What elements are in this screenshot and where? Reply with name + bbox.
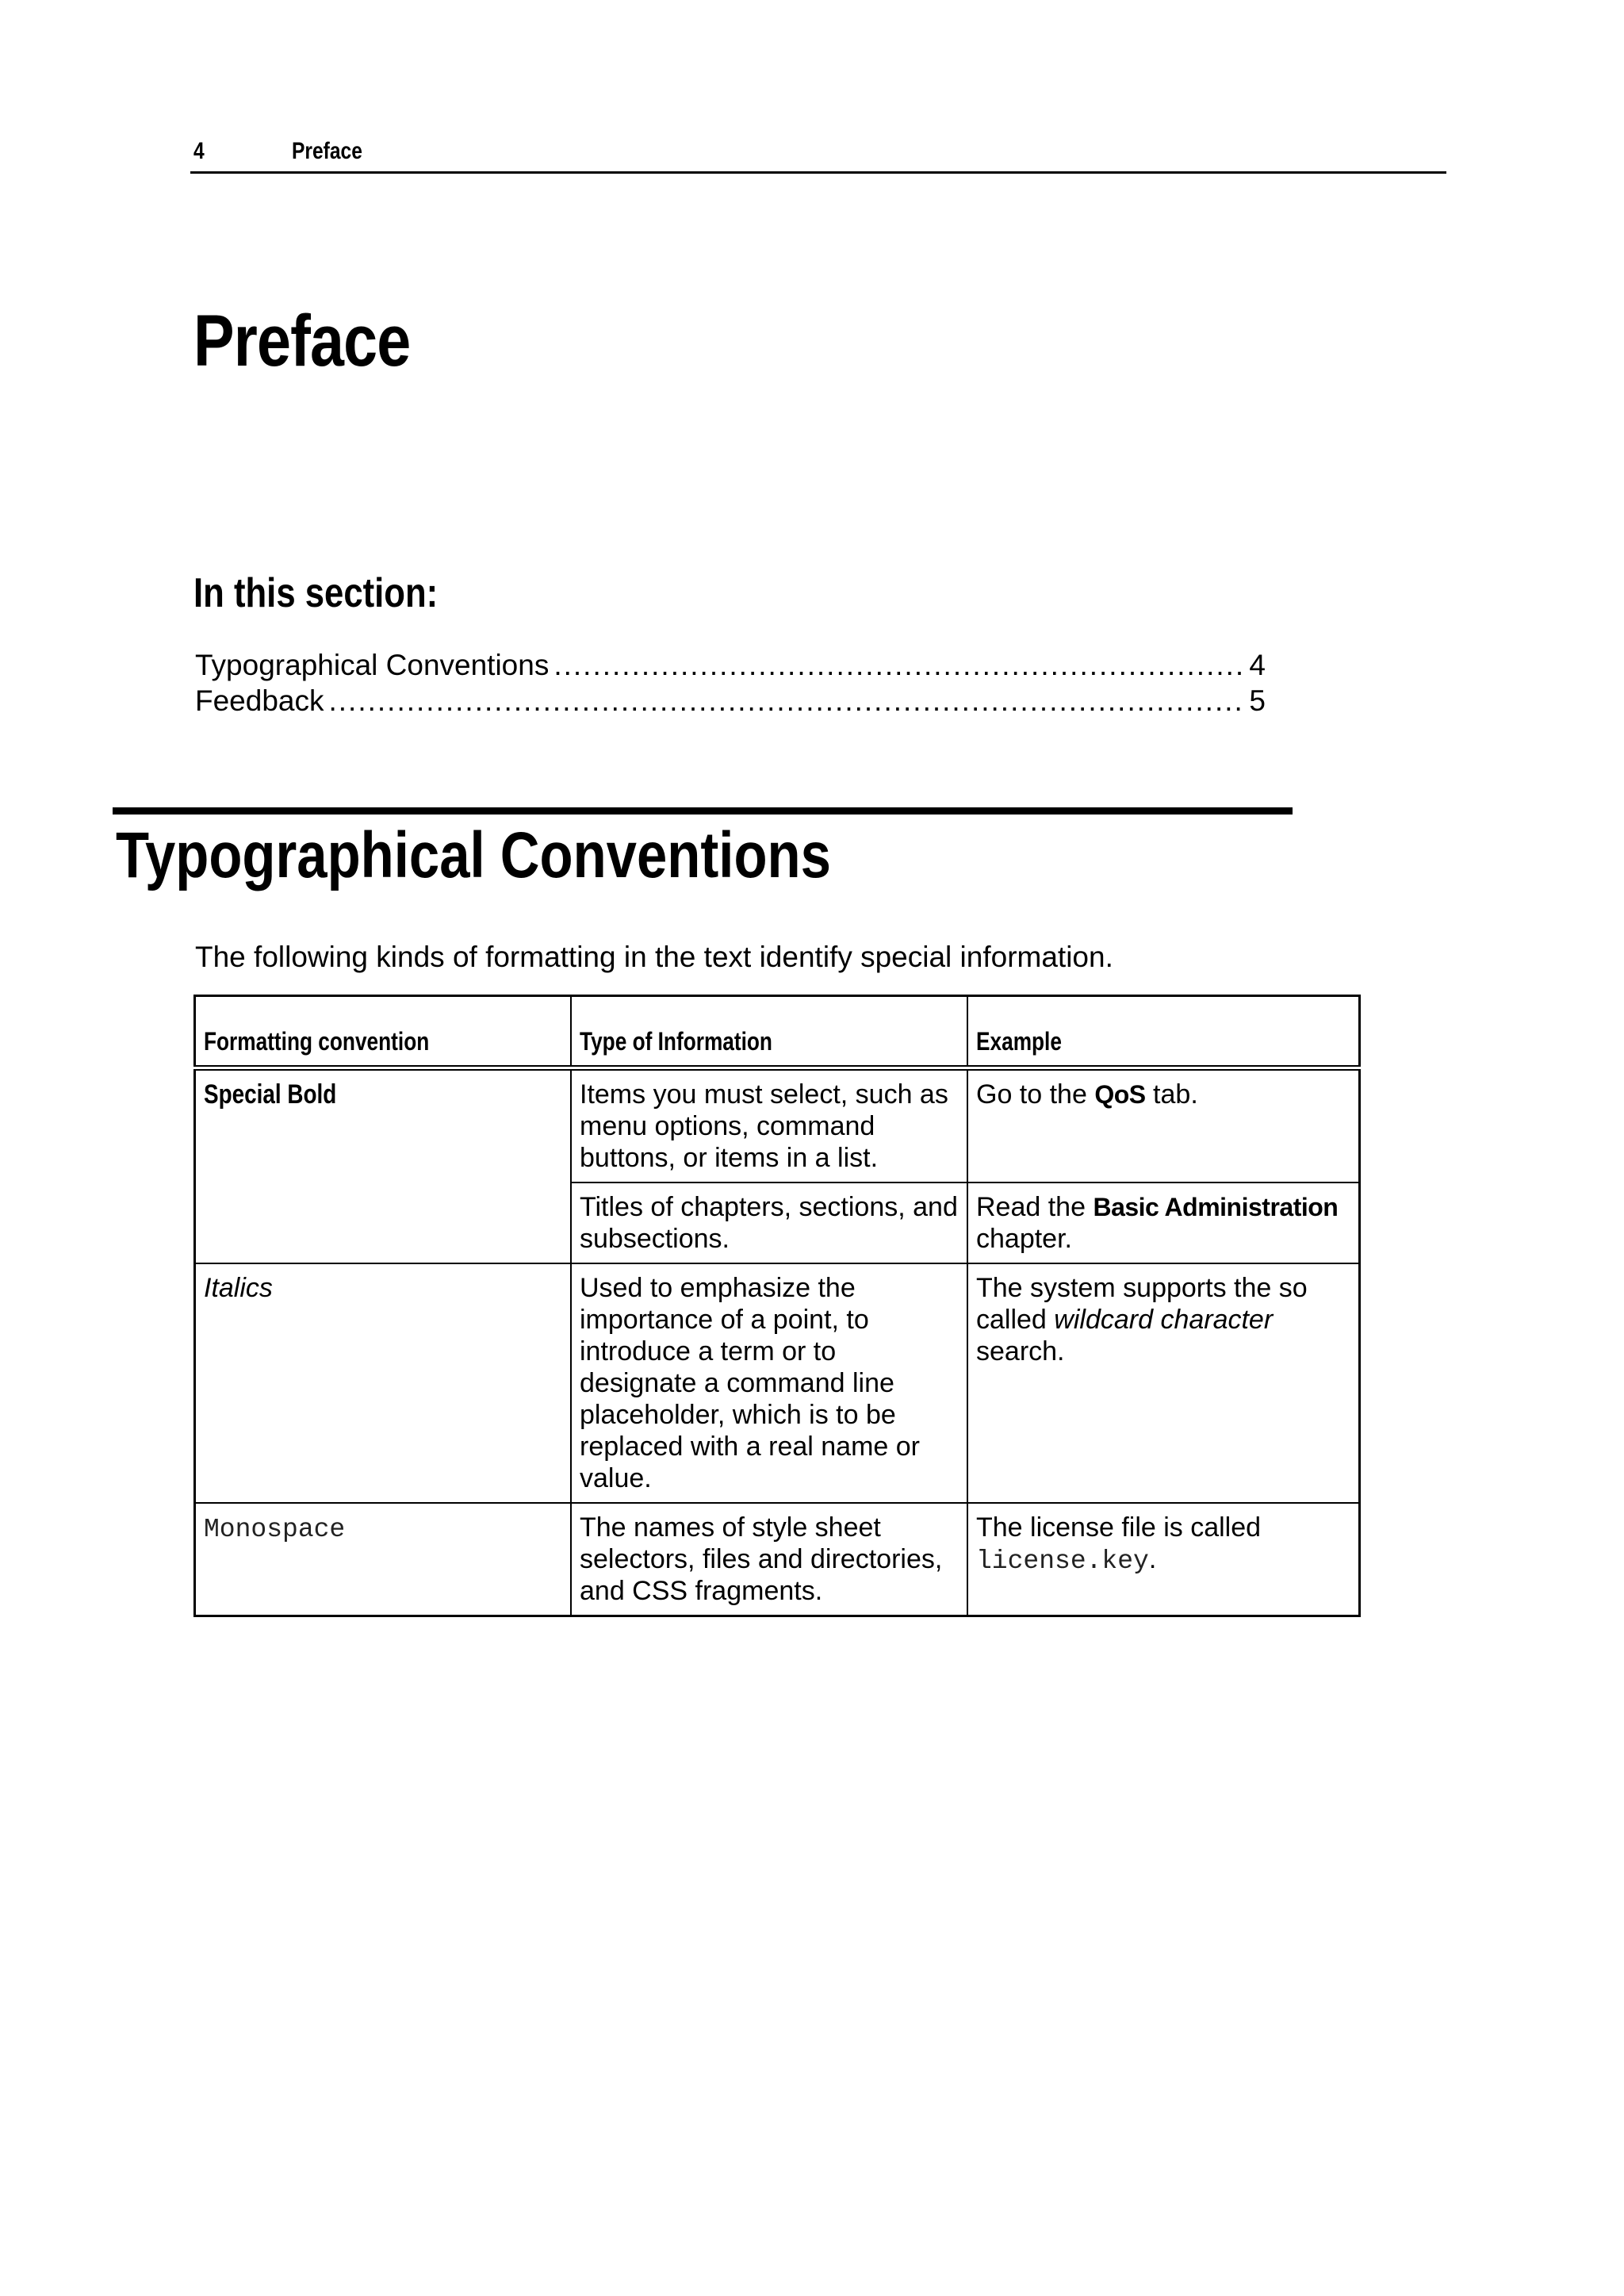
example-cell: Read the Basic Administration chapter. [967, 1182, 1360, 1263]
table-row [195, 1068, 1360, 1183]
type-cell: Used to emphasize the importance of a point, to introduce a term or to designate a command line placeholder, which is to be replaced with a real name or value. [571, 1263, 967, 1503]
convention-monospace: Monospace [204, 1515, 346, 1544]
convention-cell [195, 1068, 572, 1264]
table-row [195, 1263, 1360, 1503]
convention-cell [195, 1263, 572, 1503]
toc-entry-page: 4 [1249, 649, 1266, 681]
conventions-table [193, 995, 1361, 1617]
section-title: Typographical Conventions [116, 819, 831, 891]
table-header-cell: Type of Information [571, 996, 967, 1068]
in-this-section-heading: In this section: [193, 570, 439, 616]
table-header-cell: Formatting convention [195, 996, 572, 1068]
type-cell: Titles of chapters, sections, and subsections. [571, 1182, 967, 1263]
type-cell: Items you must select, such as menu options, command buttons, or items in a list. [571, 1068, 967, 1183]
convention-cell [195, 1503, 572, 1616]
toc-leader-dots [553, 649, 1244, 682]
chapter-title: Preface [193, 301, 411, 381]
toc-entry-page: 5 [1249, 684, 1266, 717]
table-header-cell: Example [967, 996, 1360, 1068]
convention-italics: Italics [204, 1273, 273, 1303]
table-header-row [195, 996, 1360, 1068]
type-cell: The names of style sheet selectors, files and directories, and CSS fragments. [571, 1503, 967, 1616]
convention-special-bold: Special Bold [204, 1079, 337, 1110]
toc-leader-dots [329, 684, 1245, 718]
section-divider [113, 807, 1293, 815]
section-intro: The following kinds of formatting in the text identify special information. [195, 941, 1113, 973]
example-cell: Go to the QoS tab. [967, 1068, 1360, 1183]
toc-entry-label[interactable]: Feedback [195, 684, 324, 717]
page-number: 4 [193, 138, 205, 164]
toc-entry[interactable] [195, 649, 1266, 684]
section-toc [195, 649, 1266, 720]
toc-entry-label[interactable]: Typographical Conventions [195, 649, 550, 681]
running-header [190, 133, 1446, 174]
example-cell: The license file is called license.key. [967, 1503, 1360, 1616]
toc-entry[interactable] [195, 684, 1266, 720]
example-cell: The system supports the so called wildcard character search. [967, 1263, 1360, 1503]
running-title: Preface [292, 138, 362, 164]
table-row [195, 1503, 1360, 1616]
